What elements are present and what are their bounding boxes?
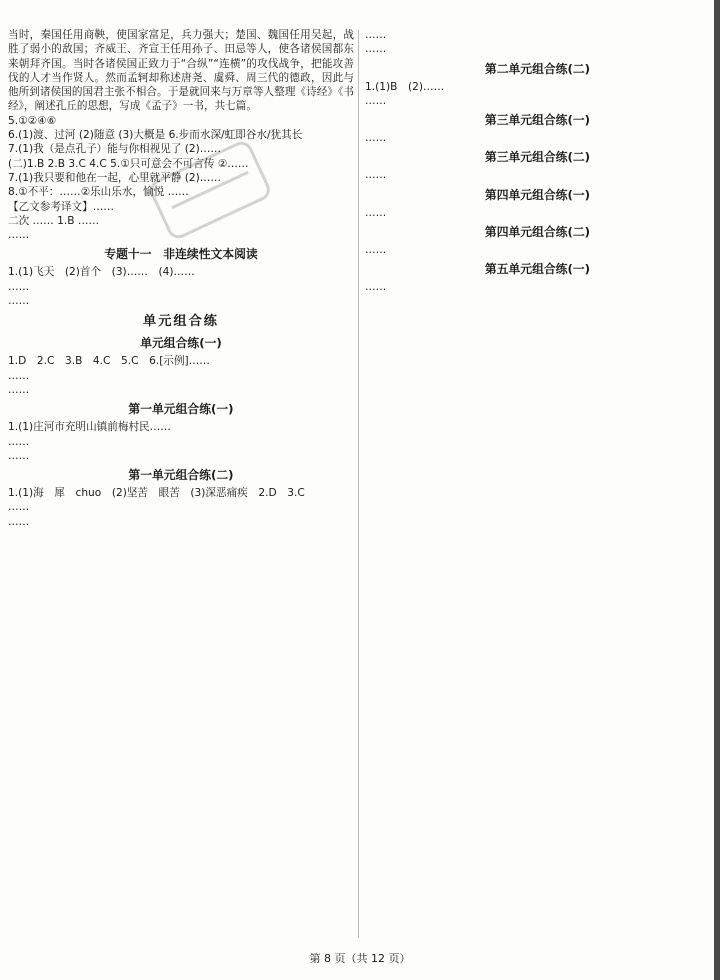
paragraph: 5.①②④⑥ [8, 114, 57, 127]
section-title: 第四单元组合练(一) [484, 187, 591, 202]
paragraph: 1.(1)B (2)…… [365, 80, 445, 93]
unit-title: 单元组合练 [143, 314, 219, 330]
paragraph: …… [8, 435, 30, 448]
left-block3 [8, 354, 354, 397]
section-title: 第二单元组合练(二) [484, 61, 591, 76]
section-title: 专题十一 非连续性文本阅读 [104, 247, 258, 262]
left-block2 [8, 265, 354, 308]
right-column [365, 28, 710, 938]
paragraph: …… [365, 206, 387, 219]
paragraph: …… [365, 43, 387, 56]
paragraph: …… [365, 29, 387, 41]
left-block5 [8, 486, 354, 529]
right-block7 [365, 280, 710, 294]
column-divider [358, 30, 359, 938]
section-title: 第四单元组合练(二) [484, 225, 591, 240]
right-block3 [365, 131, 710, 145]
paragraph: …… [8, 229, 30, 242]
right-block4 [365, 168, 710, 182]
paragraph: 7.(1)我（是点孔子）能与你相视见了 (2)…… [8, 143, 221, 156]
paragraph: 6.(1)渡、过河 (2)随意 (3)大概是 6.步而水深/虹即谷水/犹其长 [8, 129, 303, 142]
paragraph: …… [365, 94, 387, 107]
paragraph: 8.①不平：……②乐山乐水，愉悦 …… [8, 186, 189, 199]
paragraph: …… [8, 369, 30, 382]
paragraph: …… [365, 132, 387, 145]
section-title: 第一单元组合练(二) [128, 468, 234, 483]
section-title: 第一单元组合练(一) [128, 402, 234, 417]
paragraph: …… [8, 449, 30, 462]
paragraph: …… [365, 244, 387, 257]
paragraph: 7.(1)我只要和他在一起，心里就平静 (2)…… [8, 171, 221, 184]
paragraph: …… [8, 383, 30, 396]
paragraph: 1.(1)飞天 (2)首个 (3)…… (4)…… [8, 266, 195, 279]
binding-edge [714, 0, 720, 980]
paragraph: …… [8, 501, 30, 514]
paragraph: 二次 …… 1.B …… [8, 214, 100, 227]
paragraph: 1.(1)庄河市充明山镇前梅村民…… [8, 421, 171, 434]
section-title: 单元组合练(一) [140, 336, 222, 351]
page-footer: 第 8 页（共 12 页） [309, 952, 411, 965]
paragraph: …… [365, 169, 387, 182]
paragraph: 1.D 2.C 3.B 4.C 5.C 6.[示例]…… [8, 355, 210, 368]
right-block5 [365, 206, 710, 220]
paragraph: …… [365, 281, 387, 294]
paragraph: …… [8, 295, 30, 308]
paragraph: 当时，秦国任用商鞅，使国家富足，兵力强大；楚国、魏国任用吴起，战胜了弱小的敌国；齐威王、齐宣王任用孙子、田忌等人，使各诸侯国都东来朝拜齐国。当时各诸侯国正致力于“合纵”“连横”的攻伐战争，把能攻善伐的人才当作贤人。然而孟轲却称述唐尧、虞舜、周三代的德政，因此与他所到诸侯国的国君主张不相合。于是就回来与万章等人整理《诗经》《书经》，阐述孔丘的思想，写成《孟子》一书，共七篇。 [8, 29, 354, 113]
section-title: 第五单元组合练(一) [484, 262, 591, 277]
paragraph: …… [8, 515, 30, 528]
right-block6 [365, 243, 710, 257]
paragraph: (二)1.B 2.B 3.C 4.C 5.①只可意会不可言传 ②…… [8, 157, 249, 170]
right-block1 [365, 28, 710, 57]
paragraph: 【乙文参考译文】…… [8, 200, 114, 213]
section-title: 第三单元组合练(二) [484, 150, 591, 165]
right-block2 [365, 80, 710, 109]
paragraph: …… [8, 280, 30, 293]
section-title: 第三单元组合练(一) [484, 113, 591, 128]
left-block4 [8, 420, 354, 463]
paragraph: 1.(1)海 犀 chuo (2)坚苦 眼苦 (3)深恶痛疾 2.D 3.C [8, 487, 305, 500]
